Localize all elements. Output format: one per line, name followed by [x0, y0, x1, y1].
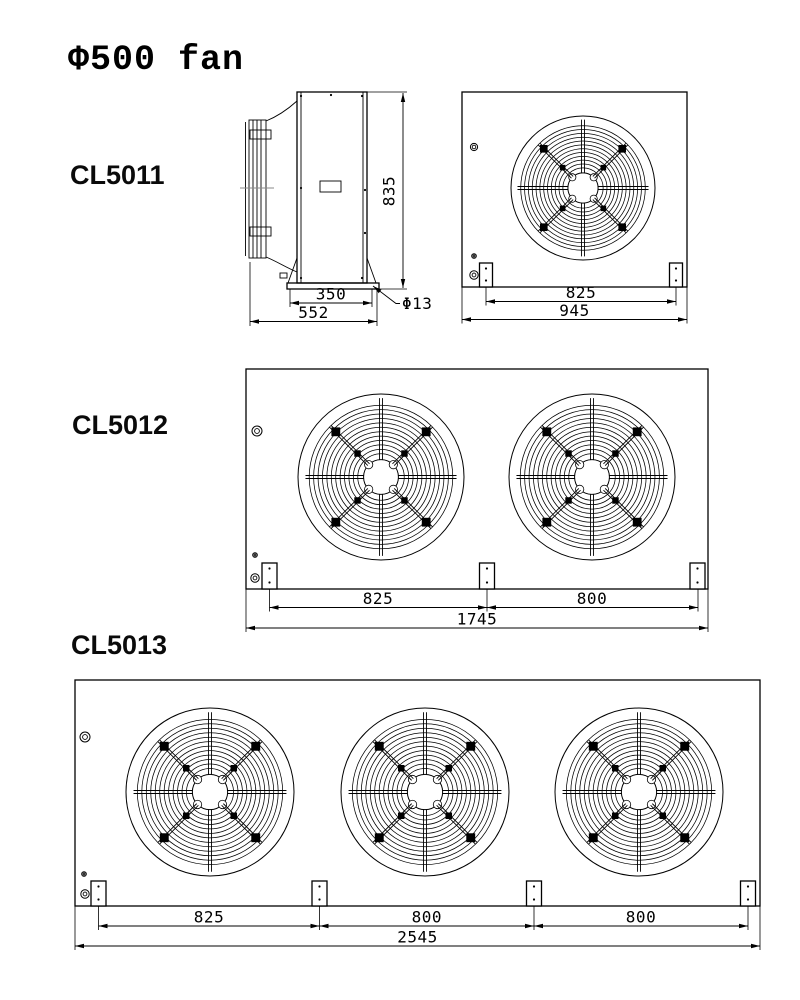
fan-guard [555, 708, 723, 876]
dimension-spacing-right-800 [487, 589, 698, 608]
mounting-bracket [262, 563, 277, 589]
dim-text-945: 945 [559, 301, 590, 320]
dim-text-825: 825 [193, 907, 225, 927]
dim-text-800: 800 [625, 907, 657, 927]
screw-icon [82, 872, 87, 877]
dim-text-825: 825 [362, 589, 394, 608]
dim-text-2545: 2545 [397, 927, 438, 947]
fan-guard [298, 394, 464, 560]
grommet-icon [252, 426, 262, 436]
dimension-total-1745 [246, 589, 708, 632]
fan-guard [511, 116, 655, 260]
mounting-bracket [91, 881, 106, 906]
fan-guard-side-profile [240, 101, 297, 272]
cl5011-side-view [240, 92, 432, 326]
grommet-icon [251, 574, 259, 582]
cl5011-front-view [462, 92, 687, 324]
dim-text-1745: 1745 [456, 609, 498, 629]
page-title: Φ500 fan [68, 40, 245, 80]
mounting-bracket [312, 881, 327, 906]
dimension-spacing-right-800 [534, 908, 748, 927]
fan-guard [509, 394, 675, 560]
grommet-icon [470, 271, 478, 279]
fan-guard [341, 708, 509, 876]
dim-text-835: 835 [379, 175, 399, 207]
mounting-bracket [480, 563, 495, 589]
model-label-cl5013: CL5013 [71, 630, 168, 660]
dim-text-552: 552 [298, 303, 329, 322]
dim-text-825: 825 [565, 283, 597, 302]
cl5012-front-view [246, 369, 708, 632]
unit-body-side [280, 92, 379, 289]
mounting-bracket [670, 263, 683, 287]
mounting-bracket [527, 881, 542, 906]
mounting-bracket [741, 881, 756, 906]
dim-text-800: 800 [576, 589, 608, 608]
cl5013-front-view [75, 680, 760, 950]
dimension-spacing-left-825 [270, 589, 699, 612]
fan-guard [126, 708, 294, 876]
dimension-height-835 [367, 92, 407, 289]
grommet-icon [80, 732, 90, 742]
screw-icon [253, 553, 258, 558]
model-label-cl5011: CL5011 [70, 160, 165, 190]
grommet-icon [81, 890, 89, 898]
mounting-bracket [690, 563, 705, 589]
dim-text-800: 800 [411, 907, 443, 927]
dimension-depth-552 [250, 262, 377, 326]
panel-outline [246, 369, 708, 589]
model-label-cl5012: CL5012 [72, 410, 169, 440]
mounting-bracket [480, 263, 493, 287]
dim-text-350: 350 [315, 284, 347, 304]
callout-hole-diameter [373, 286, 432, 313]
screw-icon [472, 254, 477, 259]
dim-text-hole: Φ13 [402, 294, 433, 313]
dimension-spacing-mid-800 [320, 908, 535, 927]
nameplate [320, 181, 341, 192]
grommet-icon [470, 143, 477, 150]
